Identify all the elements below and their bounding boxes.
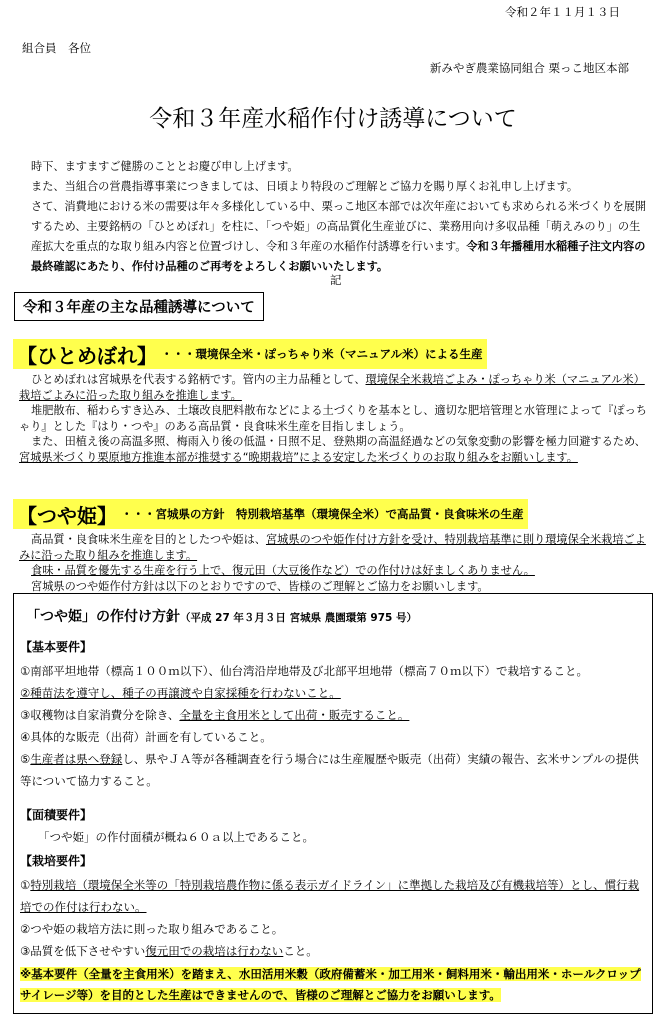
- recipient: 組合員 各位: [22, 41, 91, 55]
- tsuyahime-p2-b: 復元田（大豆後作など）での作付けは好ましくありません。: [232, 564, 535, 577]
- hitomebore-p3: [19, 434, 647, 465]
- tsuyahime-heading: [13, 499, 528, 529]
- hitomebore-p2: 堆肥散布、稲わらすき込み、土壌改良肥料散布などによる土づくりを基本とし、適切な肥培管理と水管理によって『ぽっちゃり』とした『はり・つや』のある高品質・良食味米生産を目指しましょう。: [19, 404, 647, 433]
- policy-note-text: ※基本要件（全量を主食用米）を踏まえ、水田活用米穀（政府備蓄米・加工用米・飼料用米・輸出用米・ホールクロップサイレージ等）を目的とした生産はできませんので、皆様のご理解とご協力をお願いします。: [20, 967, 641, 1002]
- intro-text: [19, 157, 647, 277]
- area-requirements-heading: 【面積要件】: [20, 808, 93, 822]
- policy-ref: （平成 27 年３月３日 宮城県 農園環第 975 号）: [180, 612, 417, 624]
- basic-requirements-heading: 【基本要件】: [20, 640, 93, 654]
- basic-item-4: ④具体的な販売（出荷）計画を有していること。: [20, 730, 272, 744]
- cultivation-item-1-a: ①: [20, 878, 31, 892]
- tsuyahime-p2-a: 食味・品質を優先する生産を行う上で、: [31, 564, 233, 577]
- basic-item-5-c: し、県やＪＡ等が各種調査を行う場合には生産履歴や販売（出荷）実績の報告、玄米サンプルの提供等について協力すること。: [20, 752, 639, 788]
- hitomebore-p1-a: ひとめぼれは宮城県を代表する銘柄です。管内の主力品種として、: [31, 373, 366, 386]
- cultivation-item-3: [20, 940, 640, 962]
- basic-item-3: [20, 704, 640, 726]
- cultivation-item-1-b: 特別栽培（環境保全米等の「特別栽培農作物に係る表示ガイドライン」に準拠した栽培及び有機栽培等）とし、慣行栽培での作付は行わない。: [20, 878, 640, 914]
- sender: 新みやぎ農業協同組合 栗っこ地区本部: [429, 61, 629, 75]
- policy-title: [26, 606, 417, 626]
- intro-p3-text: さて、消費地における米の需要は年々多様化している中、栗っこ地区本部では次年産においても求められる米づくりを展開するため、主要銘柄の「ひとめぼれ」を柱に、「つや姫」の高品質化生産並びに、業務用向け多収品種「萌えみのり」の生産拡大を重点的な取り組み内容と位置づけし、令和３年産の水稲作付誘導を行います。: [31, 200, 647, 253]
- tsuyahime-p1-b: 宮城県のつや姫作付け方針を受け、特別栽培基準に則り環境保全米栽培ごよみに沿った取り組みを推進します。: [19, 533, 646, 562]
- hitomebore-p3-a: また、田植え後の高温多照、梅雨入り後の低温・日照不足、登熟期の高温経過などの気象変動の影響を極力回避するため、: [31, 435, 646, 448]
- tsuyahime-p3: 宮城県のつや姫作付方針は以下のとおりですので、皆様のご理解とご協力をお願いします。: [31, 579, 489, 593]
- hitomebore-name: 【ひとめぼれ】: [17, 343, 157, 368]
- policy-box: [13, 593, 653, 1014]
- basic-item-3-b: 全量を主食用米として出荷・販売すること。: [179, 708, 410, 722]
- hitomebore-subtitle: ・・・環境保全米・ぽっちゃり米（マニュアル米）による生産: [161, 347, 483, 361]
- tsuyahime-subtitle: ・・・宮城県の方針 特別栽培基準（環境保全米）で高品質・良食味米の生産: [121, 507, 524, 521]
- tsuyahime-p1: [19, 532, 647, 563]
- policy-title-text: 「つや姫」の作付け方針: [26, 609, 180, 625]
- intro-p2: また、当組合の営農指導事業につきましては、日頃より特段のご理解とご協力を賜り厚くお礼申し上げます。: [31, 180, 579, 193]
- hitomebore-p3-b: 宮城県米づくり栗原地方推進本部が推奨する“晩期栽培”による安定した米づくりのお取り組みをお願いします。: [19, 450, 578, 464]
- cultivation-item-3-c: こと。: [283, 944, 318, 958]
- hitomebore-p1-b: 環境保全米栽培ごよみ・ぽっちゃり米（マニュアル米）栽培ごよみに沿った取り組みを推進します。: [19, 373, 645, 402]
- intro-p1: 時下、ますますご健勝のこととお慶び申し上げます。: [31, 160, 299, 173]
- tsuyahime-p1-a: 高品質・良食味米生産を目的としたつや姫は、: [31, 533, 266, 546]
- tsuyahime-text: [19, 532, 647, 594]
- cultivation-item-2: ②つや姫の栽培方法に則った取り組みであること。: [20, 922, 284, 936]
- cultivation-item-3-b: 復元田での栽培は行わない: [145, 944, 284, 958]
- basic-item-5-b: 生産者は県へ登録: [30, 752, 123, 766]
- cultivation-requirements-heading: 【栽培要件】: [20, 854, 93, 868]
- cultivation-item-1: [20, 874, 640, 918]
- tsuyahime-p2: [19, 563, 647, 579]
- hitomebore-text: [19, 372, 647, 465]
- tsuyahime-name: 【つや姫】: [17, 503, 117, 528]
- hitomebore-heading: [13, 339, 487, 369]
- ki-mark: 記: [330, 273, 342, 287]
- basic-item-5: [20, 748, 640, 792]
- cultivation-item-3-a: ③品質を低下させやすい: [20, 944, 146, 958]
- section-title: 令和３年産の主な品種誘導について: [14, 292, 264, 321]
- document-date: 令和２年１１月１３日: [505, 5, 620, 19]
- basic-item-2: ②種苗法を遵守し、種子の再譲渡や自家採種を行わないこと。: [20, 686, 341, 700]
- policy-note: [20, 964, 644, 1006]
- basic-item-3-a: ③収穫物は自家消費分を除き、: [20, 708, 180, 722]
- basic-item-1: ①南部平坦地帯（標高１００ｍ以下）、仙台湾沿岸地帯及び北部平坦地帯（標高７０ｍ以下）で栽培すること。: [20, 664, 589, 678]
- page-title: 令和３年産水稲作付け誘導について: [149, 106, 517, 132]
- basic-item-5-a: ⑤: [20, 752, 31, 766]
- hitomebore-p1: [19, 372, 647, 403]
- intro-p3-bold: 令和３年播種用水稲種子注文内容の最終確認にあたり、作付け品種のご再考をよろしくお願いいたします。: [31, 240, 646, 273]
- intro-p3: [19, 197, 647, 277]
- area-item-1: 「つや姫」の作付面積が概ね６０ａ以上であること。: [38, 830, 314, 844]
